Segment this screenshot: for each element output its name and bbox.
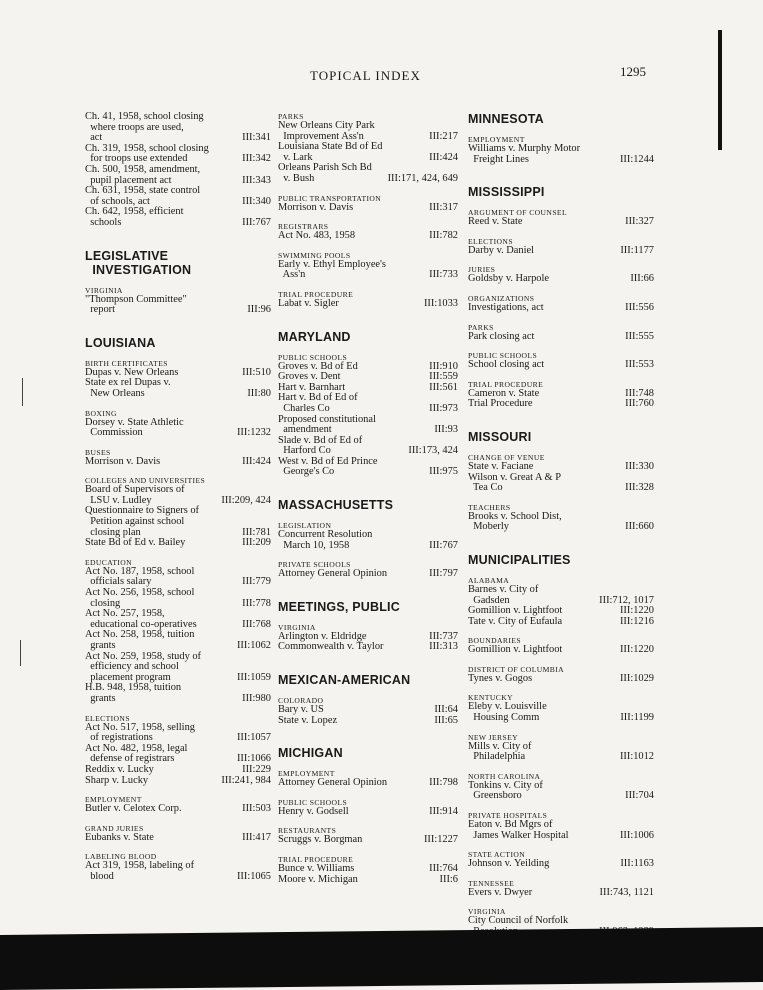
entry-title: Investigations, act — [468, 301, 544, 313]
entry-title: Ch. 500, 1958, amendment, pupil placement act — [85, 163, 201, 186]
subject-heading: PUBLIC SCHOOLS — [278, 797, 348, 807]
page-title: TOPICAL INDEX — [310, 68, 421, 83]
entry-title: Ch. 631, 1958, state control of schools, act — [85, 185, 201, 207]
entry-title: Williams v. Murphy Motor Freight Lines — [468, 143, 581, 165]
entry-reference: III:767 — [429, 539, 458, 551]
entry-reference: III:330 — [625, 460, 654, 472]
entry-reference: III:1220 — [619, 605, 654, 617]
entry-reference: III:779 — [242, 576, 271, 588]
index-entry — [468, 332, 654, 343]
index-entry — [85, 144, 271, 165]
index-entry — [278, 299, 458, 310]
subject-heading: VIRGINIA — [85, 285, 123, 295]
entry-title: Groves v. Bd of Ed — [278, 360, 358, 372]
subject-heading: EDUCATION — [85, 557, 133, 567]
subject-heading: PUBLIC SCHOOLS — [468, 351, 538, 361]
entry-reference: III:93 — [434, 424, 458, 436]
entry-reference: III:748 — [625, 387, 654, 399]
index-column-2 — [278, 112, 458, 885]
state-heading: MUNICIPALITIES — [468, 552, 571, 567]
index-entry — [468, 617, 654, 628]
index-entry — [85, 609, 271, 630]
subject-heading: PARKS — [468, 322, 494, 332]
entry-reference: III:914 — [429, 805, 458, 817]
state-heading: MARYLAND — [278, 329, 351, 344]
state-heading: MINNESOTA — [468, 112, 544, 126]
entry-title: Act No. 257, 1958, educational co-operatives — [85, 608, 197, 630]
index-column-3 — [468, 112, 654, 938]
page-number: 1295 — [620, 64, 646, 79]
entry-reference: III:1012 — [619, 751, 654, 763]
subject-heading: ELECTIONS — [468, 236, 513, 246]
subject-heading: BOUNDARIES — [468, 636, 521, 646]
entry-title: Bary v. US — [278, 704, 324, 716]
index-entry — [85, 295, 271, 316]
index-entry — [468, 585, 654, 606]
entry-title: "Thompson Committee" report — [85, 293, 187, 316]
index-entry — [468, 820, 654, 841]
subject-heading: TRIAL PROCEDURE — [278, 289, 354, 299]
subject-heading: ORGANIZATIONS — [468, 293, 535, 303]
subject-heading: LEGISLATION — [278, 521, 332, 531]
entry-reference: III:781 — [242, 526, 271, 538]
index-entry — [468, 303, 654, 314]
entry-title: Park closing act — [468, 330, 535, 342]
entry-reference: III:343 — [242, 174, 271, 186]
index-entry — [468, 144, 654, 165]
entry-reference: III:1216 — [619, 615, 654, 627]
entry-reference: III:1006 — [619, 829, 654, 841]
entry-title: Act No. 483, 1958 — [278, 230, 356, 242]
entry-reference: III:342 — [242, 153, 271, 165]
entry-reference: III:798 — [429, 777, 458, 789]
entry-title: Act No. 482, 1958, legal defense of registrars — [85, 742, 188, 765]
entry-title: Cameron v. State — [468, 387, 540, 399]
entry-title: State v. Lopez — [278, 714, 338, 726]
entry-reference: III:313 — [429, 641, 458, 653]
entry-reference: III:340 — [242, 195, 271, 207]
entry-title: West v. Bd of Ed Prince George's Co — [278, 455, 378, 478]
subject-heading: PRIVATE SCHOOLS — [278, 560, 351, 570]
index-entry — [278, 864, 458, 875]
index-entry — [85, 186, 271, 207]
entry-title: Morrison v. Davis — [85, 455, 161, 467]
index-entry — [85, 765, 271, 776]
state-heading: MEETINGS, PUBLIC — [278, 599, 400, 614]
subject-heading: LABELING BLOOD — [85, 852, 157, 862]
index-entry — [85, 506, 271, 538]
entry-title: Slade v. Bd of Ed of Harford Co — [278, 434, 363, 457]
entry-reference: III:1163 — [620, 858, 654, 870]
entry-reference: III:341 — [242, 132, 271, 144]
entry-reference: III:64 — [434, 704, 458, 716]
subject-heading: VIRGINIA — [468, 907, 506, 917]
index-entry — [278, 163, 458, 184]
index-entry — [278, 642, 458, 653]
index-entry — [85, 418, 271, 439]
entry-reference: III:764 — [429, 863, 458, 874]
entry-title: Goldsby v. Harpole — [468, 273, 549, 285]
entry-title: School closing act — [468, 359, 545, 371]
subject-heading: REGISTRARS — [278, 222, 329, 232]
index-entry — [468, 645, 654, 656]
entry-title: Act 319, 1958, labeling of blood — [85, 860, 195, 882]
index-entry — [468, 217, 654, 228]
index-entry — [278, 716, 458, 727]
entry-title: State Bd of Ed v. Bailey — [85, 537, 186, 549]
state-heading: MICHIGAN — [278, 746, 343, 761]
entry-reference: III:80 — [247, 387, 271, 399]
entry-title: Wilson v. Great A & P Tea Co — [468, 471, 561, 494]
entry-reference: III:704 — [625, 790, 654, 802]
entry-title: Ch. 319, 1958, school closing for troops use extended — [85, 142, 209, 165]
entry-title: Tonkins v. City of Greensboro — [468, 779, 543, 802]
index-entry — [468, 246, 654, 257]
entry-title: Louisiana State Bd of Ed v. Lark — [278, 141, 383, 163]
index-entry — [278, 457, 458, 478]
index-entry — [85, 744, 271, 765]
subject-heading: PUBLIC TRANSPORTATION — [278, 193, 382, 203]
entry-reference: III:96 — [247, 304, 271, 316]
index-entry — [468, 888, 654, 899]
entry-reference: III:66 — [630, 273, 654, 285]
entry-title: Labat v. Sigler — [278, 297, 339, 309]
entry-title: State v. Faciane — [468, 460, 534, 472]
scan-edge-mark — [718, 30, 722, 150]
subject-heading: KENTUCKY — [468, 693, 513, 703]
entry-reference: III:1062 — [236, 640, 271, 651]
index-entry — [278, 415, 458, 436]
entry-reference: III:1029 — [619, 672, 654, 684]
entry-title: Ch. 41, 1958, school closing where troops are used, act — [85, 111, 204, 144]
entry-reference: III:743, 1121 — [599, 886, 654, 898]
index-entry — [468, 781, 654, 802]
entry-reference: III:229 — [242, 763, 271, 775]
entry-reference: III:760 — [625, 398, 654, 410]
entry-title: New Orleans City Park Improvement Ass'n — [278, 120, 375, 142]
subject-heading: PRIVATE HOSPITALS — [468, 811, 548, 821]
index-entry — [85, 804, 271, 815]
entry-title: Trial Procedure — [468, 398, 533, 410]
index-entry — [468, 274, 654, 285]
margin-mark — [20, 640, 21, 666]
subject-heading: NEW JERSEY — [468, 732, 519, 742]
index-entry — [278, 436, 458, 457]
subject-heading: TEACHERS — [468, 502, 511, 512]
entry-title: Dupas v. New Orleans — [85, 366, 179, 378]
index-entry — [85, 833, 271, 844]
subject-heading: NORTH CAROLINA — [468, 771, 541, 781]
entry-title: Henry v. Godsell — [278, 805, 349, 817]
index-entry — [278, 807, 458, 818]
index-entry — [85, 861, 271, 882]
entry-title: Orleans Parish Sch Bd v. Bush — [278, 162, 372, 184]
entry-reference: III:561 — [429, 381, 458, 393]
index-entry — [468, 360, 654, 371]
entry-title: Eleby v. Louisville Housing Comm — [468, 701, 547, 724]
entry-reference: III:737 — [429, 630, 458, 642]
entry-reference: III:1244 — [619, 153, 654, 165]
subject-heading: BIRTH CERTIFICATES — [85, 358, 168, 368]
index-entry — [468, 399, 654, 410]
entry-reference: III:1057 — [236, 732, 271, 744]
state-heading: LOUISIANA — [85, 335, 156, 350]
subject-heading: BOXING — [85, 408, 117, 418]
entry-reference: III:555 — [625, 330, 654, 342]
entry-reference: III:1066 — [236, 753, 271, 765]
entry-reference: III:1033 — [423, 297, 458, 309]
entry-title: Barnes v. City of Gadsden — [468, 583, 539, 606]
index-entry — [468, 859, 654, 870]
entry-reference: III:65 — [434, 714, 458, 726]
entry-reference: III:417 — [242, 831, 271, 843]
entry-title: Darby v. Daniel — [468, 244, 534, 256]
index-entry — [85, 630, 271, 651]
state-heading: MISSOURI — [468, 429, 532, 444]
entry-reference: III:1199 — [620, 712, 654, 724]
entry-reference: III:733 — [429, 269, 458, 281]
entry-reference: III:317 — [429, 201, 458, 213]
entry-title: Evers v. Dwyer — [468, 886, 533, 898]
entry-title: Attorney General Opinion — [278, 568, 388, 580]
entry-reference: III:173, 424 — [408, 445, 458, 457]
index-entry — [278, 393, 458, 414]
entry-reference: III:660 — [625, 521, 654, 533]
entry-reference: III:1065 — [236, 870, 271, 882]
entry-title: Sharp v. Lucky — [85, 774, 149, 786]
index-entry — [278, 530, 458, 551]
index-column-1 — [85, 112, 271, 883]
entry-title: Gomillion v. Lightfoot — [468, 644, 563, 656]
index-entry — [85, 652, 271, 684]
entry-reference: III:797 — [429, 568, 458, 580]
subject-heading: ARGUMENT OF COUNSEL — [468, 208, 568, 218]
entry-reference: III:553 — [625, 359, 654, 371]
subject-heading: ALABAMA — [468, 575, 510, 585]
entry-title: Tate v. City of Eufaula — [468, 615, 563, 627]
subject-heading: RESTAURANTS — [278, 826, 337, 836]
entry-title: Questionnaire to Signers of Petition against school closing plan — [85, 505, 199, 538]
entry-title: Attorney General Opinion — [278, 777, 388, 789]
subject-heading: EMPLOYMENT — [468, 135, 525, 144]
index-entry — [85, 207, 271, 228]
entry-reference: III:1059 — [236, 671, 271, 683]
entry-reference: III:328 — [625, 482, 654, 494]
subject-heading: TENNESSEE — [468, 878, 515, 888]
entry-title: Johnson v. Yeilding — [468, 858, 550, 870]
entry-reference: III:6 — [439, 873, 458, 885]
index-entry — [85, 485, 271, 506]
entry-reference: III:424 — [242, 455, 271, 467]
index-entry — [468, 473, 654, 494]
entry-title: H.B. 948, 1958, tuition grants — [85, 682, 182, 704]
index-entry — [468, 512, 654, 533]
entry-title: Act No. 256, 1958, school closing — [85, 587, 195, 609]
entry-title: Reddix v. Lucky — [85, 763, 154, 775]
entry-title: Tynes v. Gogos — [468, 672, 533, 684]
index-entry — [85, 538, 271, 549]
index-entry — [278, 231, 458, 242]
entry-title: Bunce v. Williams — [278, 863, 355, 874]
subject-heading: SWIMMING POOLS — [278, 250, 351, 260]
index-entry — [468, 742, 654, 763]
entry-reference: III:768 — [242, 618, 271, 630]
entry-title: Hart v. Bd of Ed of Charles Co — [278, 392, 358, 414]
index-entry — [278, 835, 458, 846]
entry-title: Act No. 258, 1958, tuition grants — [85, 629, 195, 651]
index-entry — [85, 776, 271, 787]
entry-reference: III:1220 — [619, 644, 654, 656]
entry-reference: III:424 — [429, 151, 458, 163]
index-entry — [278, 142, 458, 163]
entry-title: Mills v. City of Philadelphia — [468, 740, 532, 763]
entry-reference: III:559 — [429, 371, 458, 383]
entry-title: Board of Supervisors of LSU v. Ludley — [85, 484, 185, 506]
entry-title: Dorsey v. State Athletic Commission — [85, 416, 184, 439]
index-entry — [278, 203, 458, 214]
entry-title: Eaton v. Bd Mgrs of James Walker Hospital — [468, 819, 569, 841]
scan-bottom-band — [0, 927, 763, 990]
entry-reference: III:973 — [429, 402, 458, 414]
index-entry — [278, 569, 458, 580]
entry-title: City Council of Norfolk — [468, 915, 569, 927]
entry-title: Butler v. Celotex Corp. — [85, 803, 182, 815]
subject-heading: VIRGINIA — [278, 622, 316, 632]
entry-reference: III:767 — [242, 216, 271, 228]
index-entry — [85, 567, 271, 588]
entry-title: Morrison v. Davis — [278, 201, 354, 213]
entry-title: Proposed constitutional amendment — [278, 413, 376, 436]
entry-title: Moore v. Michigan — [278, 873, 358, 885]
state-heading: MISSISSIPPI — [468, 185, 545, 200]
subject-heading: ELECTIONS — [85, 713, 130, 723]
index-entry — [468, 702, 654, 723]
state-heading: MEXICAN-AMERICAN — [278, 673, 411, 688]
entry-title: Hart v. Barnhart — [278, 381, 346, 393]
subject-heading: COLLEGES AND UNIVERSITIES — [85, 476, 206, 486]
entry-title: Act No. 187, 1958, school officials salary — [85, 565, 195, 588]
state-heading: MASSACHUSETTS — [278, 498, 394, 513]
entry-reference: III:980 — [242, 692, 271, 704]
subject-heading: GRAND JURIES — [85, 823, 144, 833]
entry-reference: III:782 — [429, 230, 458, 242]
entry-reference: III:327 — [625, 216, 654, 228]
index-entry — [85, 588, 271, 609]
entry-reference: III:217 — [429, 130, 458, 142]
subject-heading: PUBLIC SCHOOLS — [278, 352, 348, 362]
subject-heading: TRIAL PROCEDURE — [278, 855, 354, 864]
subject-heading: COLORADO — [278, 696, 324, 706]
subject-heading: PARKS — [278, 112, 304, 121]
entry-reference: III:503 — [242, 803, 271, 815]
entry-title: Act No. 517, 1958, selling of registrations — [85, 721, 195, 744]
entry-title: Gomillion v. Lightfoot — [468, 605, 563, 617]
entry-title: Arlington v. Eldridge — [278, 630, 367, 642]
index-entry — [85, 165, 271, 186]
entry-title: Eubanks v. State — [85, 831, 154, 843]
entry-title: Scruggs v. Borgman — [278, 834, 363, 846]
subject-heading: EMPLOYMENT — [85, 795, 142, 805]
entry-reference: III:510 — [242, 366, 271, 378]
index-entry — [85, 723, 271, 744]
entry-reference: III:1177 — [620, 244, 654, 256]
entry-reference: III:171, 424, 649 — [387, 172, 458, 184]
entry-title: Act No. 259, 1958, study of efficiency and school placement program — [85, 650, 202, 683]
index-entry — [85, 457, 271, 468]
subject-heading: STATE ACTION — [468, 850, 526, 860]
entry-title: Reed v. State — [468, 216, 523, 228]
margin-mark — [22, 378, 23, 406]
subject-heading: CHANGE OF VENUE — [468, 452, 545, 462]
entry-title: Ch. 642, 1958, efficient schools — [85, 206, 184, 228]
index-entry — [85, 683, 271, 704]
entry-reference: III:1227 — [423, 834, 458, 846]
entry-reference: III:1232 — [236, 427, 271, 439]
entry-reference: III:975 — [429, 466, 458, 478]
index-entry — [278, 121, 458, 142]
entry-title: State ex rel Dupas v. New Orleans — [85, 377, 171, 399]
entry-reference: III:209 — [242, 537, 271, 549]
subject-heading: EMPLOYMENT — [278, 769, 335, 779]
subject-heading: DISTRICT OF COLUMBIA — [468, 664, 565, 674]
index-entry — [468, 674, 654, 685]
entry-title: Concurrent Resolution March 10, 1958 — [278, 529, 373, 551]
entry-reference: III:910 — [429, 360, 458, 372]
index-entry — [278, 778, 458, 789]
index-entry — [85, 112, 271, 144]
state-heading: LEGISLATIVE INVESTIGATION — [85, 248, 192, 277]
entry-reference: III:778 — [242, 597, 271, 609]
index-entry — [278, 875, 458, 886]
subject-heading: JURIES — [468, 265, 496, 275]
entry-reference: III:209, 424 — [221, 494, 271, 506]
entry-title: Early v. Ethyl Employee's Ass'n — [278, 258, 386, 281]
index-entry — [85, 378, 271, 399]
index-entry — [468, 462, 654, 473]
subject-heading: TRIAL PROCEDURE — [468, 379, 544, 389]
index-entry — [278, 260, 458, 281]
entry-reference: III:556 — [625, 301, 654, 313]
entry-reference: III:712, 1017 — [599, 594, 654, 606]
entry-reference: III:241, 984 — [221, 774, 271, 786]
entry-title: Groves v. Dent — [278, 371, 341, 383]
entry-title: Commonwealth v. Taylor — [278, 641, 384, 653]
entry-title: Brooks v. School Dist, Moberly — [468, 510, 562, 533]
subject-heading: BUSES — [85, 447, 111, 457]
